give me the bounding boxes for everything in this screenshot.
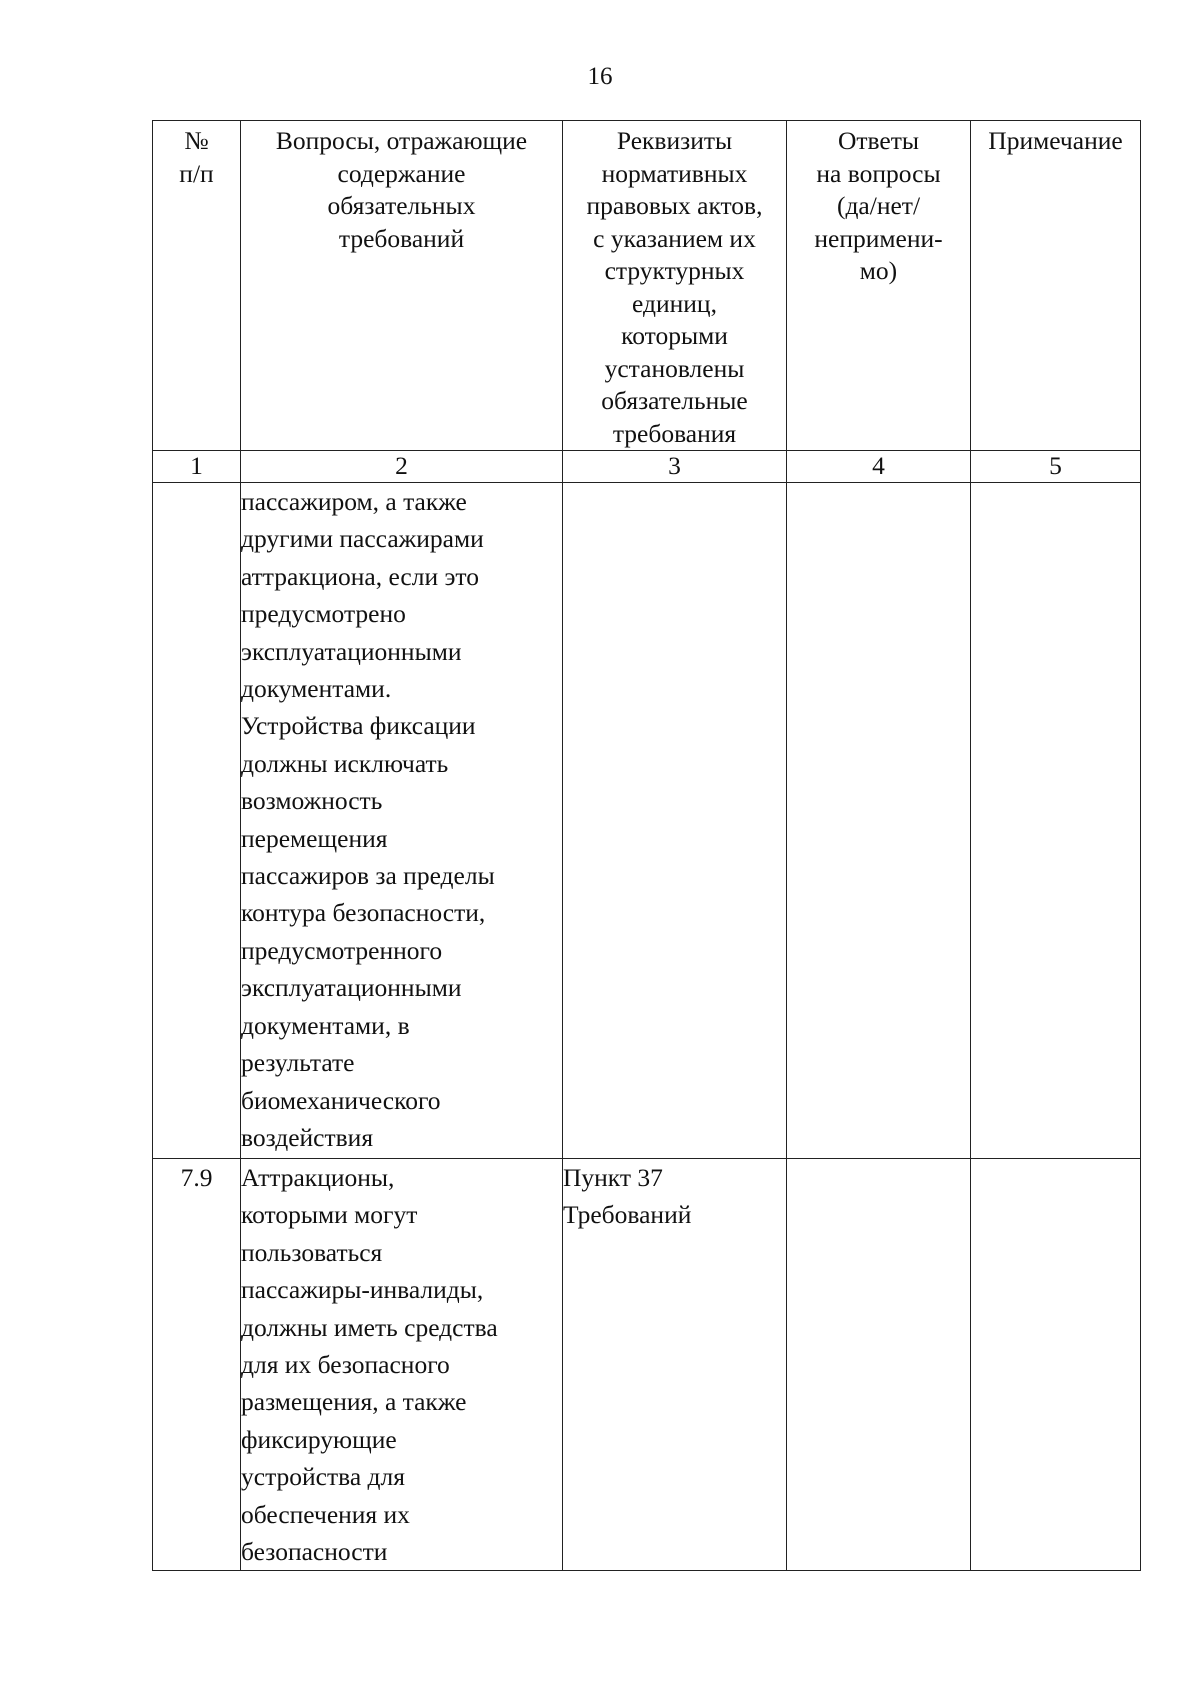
cell-line: предусмотрено	[241, 599, 406, 629]
cell-line: воздействия	[241, 1122, 374, 1152]
cell-line: предусмотренного	[241, 935, 443, 965]
answer-cell	[787, 483, 971, 1159]
cell-line: эксплуатационными	[241, 636, 462, 666]
cell-line: биомеханического	[241, 1085, 441, 1115]
column-number-2: 2	[241, 451, 563, 483]
cell-line: Вопросы, отражающие	[275, 126, 528, 155]
cell-line: эксплуатационными	[241, 973, 462, 1003]
cell-line: которыми	[621, 321, 728, 350]
cell-line: (да/нет/	[836, 191, 921, 220]
cell-line: возможность	[241, 786, 383, 816]
cell-line: должны иметь средства	[241, 1312, 498, 1342]
cell-line: обеспечения их	[241, 1499, 410, 1529]
header-cell-note	[971, 121, 1141, 451]
cell-line: установлены	[604, 353, 745, 383]
header-cell-answer	[787, 121, 971, 451]
checklist-table	[152, 120, 1141, 1571]
requisites-cell	[563, 483, 787, 1159]
cell-line: размещения, а также	[241, 1387, 467, 1417]
cell-line: мо)	[859, 256, 898, 285]
cell-line: Аттракционы,	[241, 1163, 395, 1192]
cell-line: документами.	[241, 674, 392, 704]
cell-line: обязательные	[601, 386, 748, 415]
cell-line: Требований	[563, 1200, 692, 1230]
cell-line: структурных	[604, 256, 745, 285]
cell-line: устройства для	[241, 1462, 405, 1492]
column-number-3: 3	[563, 451, 787, 483]
column-number-4: 4	[787, 451, 971, 483]
note-cell	[971, 483, 1141, 1159]
cell-line: документами, в	[241, 1010, 410, 1040]
cell-line: для их безопасного	[241, 1350, 450, 1380]
cell-line: Реквизиты	[616, 126, 733, 155]
question-cell	[241, 1159, 563, 1571]
cell-line: Устройства фиксации	[241, 711, 476, 741]
cell-line: должны исключать	[241, 748, 449, 778]
cell-line: на вопросы	[816, 158, 941, 188]
row-number-cell: 7.9	[153, 1159, 241, 1571]
cell-line: перемещения	[241, 823, 388, 853]
table-header-row	[153, 121, 1141, 451]
cell-line: пассажиры-инвалиды,	[241, 1275, 484, 1305]
cell-line: №	[184, 126, 209, 155]
cell-line: безопасности	[241, 1537, 388, 1567]
cell-line: непримени-	[814, 223, 943, 253]
cell-line: содержание	[337, 158, 466, 188]
header-cell-question	[241, 121, 563, 451]
cell-line: фиксирующие	[241, 1424, 397, 1454]
cell-line: пассажиров за пределы	[241, 861, 495, 891]
table-row	[153, 483, 1141, 1159]
cell-line: Примечание	[988, 126, 1123, 155]
row-number-cell	[153, 483, 241, 1159]
cell-line: Ответы	[837, 126, 920, 155]
column-number-5: 5	[971, 451, 1141, 483]
cell-line: требований	[338, 223, 465, 253]
cell-line: аттракциона, если это	[241, 561, 479, 591]
header-cell-requisites	[563, 121, 787, 451]
cell-line: п/п	[179, 158, 214, 188]
requisites-cell	[563, 1159, 787, 1571]
cell-line: которыми могут	[241, 1200, 418, 1230]
cell-line: обязательных	[327, 191, 476, 220]
question-cell	[241, 483, 563, 1159]
cell-line: правовых актов,	[586, 191, 763, 220]
page-number: 16	[587, 63, 613, 90]
cell-line: другими пассажирами	[241, 524, 484, 554]
cell-line: единиц,	[632, 288, 717, 318]
note-cell	[971, 1159, 1141, 1571]
cell-line: результате	[241, 1048, 355, 1078]
cell-line: пользоваться	[241, 1237, 383, 1267]
table-row	[153, 1159, 1141, 1571]
cell-line: Пункт 37	[563, 1163, 663, 1192]
column-number-1: 1	[153, 451, 241, 483]
cell-line: пассажиром, а также	[241, 487, 467, 516]
answer-cell	[787, 1159, 971, 1571]
cell-line: нормативных	[601, 158, 748, 188]
cell-line: с указанием их	[593, 223, 756, 253]
cell-line: требования	[612, 418, 737, 448]
header-cell-number	[153, 121, 241, 451]
cell-line: контура безопасности,	[241, 898, 486, 928]
column-number-row	[153, 451, 1141, 483]
